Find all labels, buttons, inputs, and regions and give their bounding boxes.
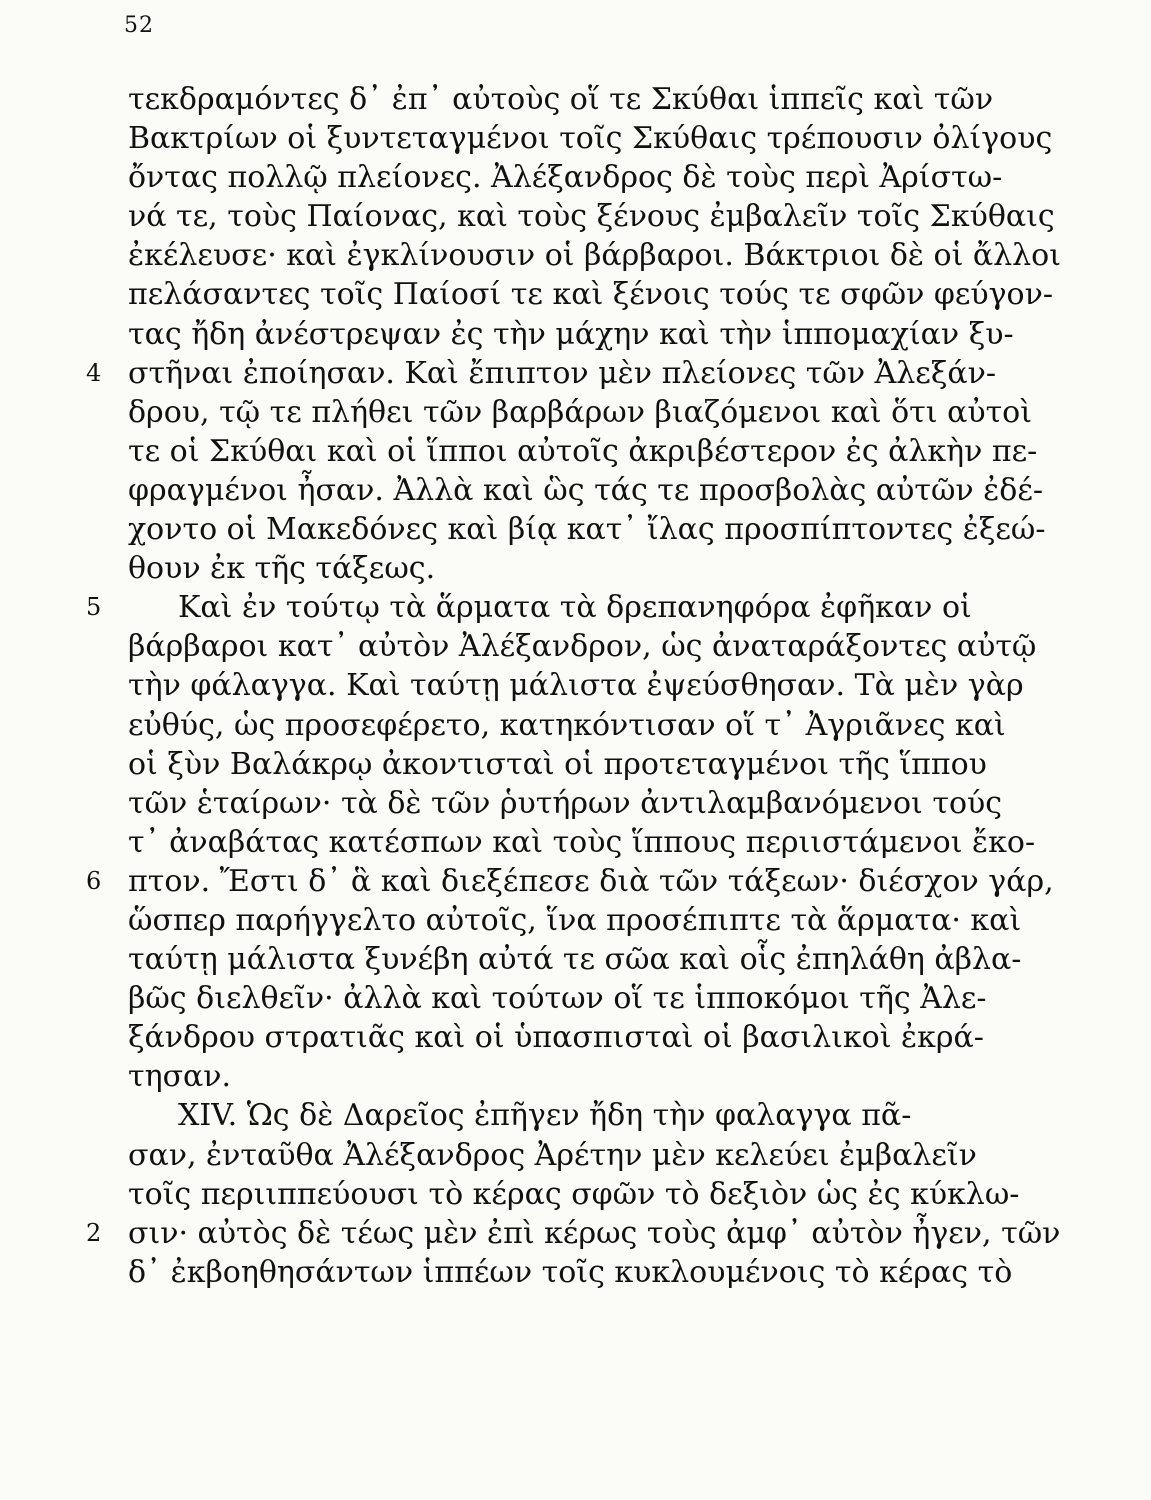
- text-line: [128, 549, 1066, 588]
- line-text: νά τε, τοὺς Παίονας, καὶ τοὺς ξένους ἐμβαλεῖν τοῖς Σκύθαις: [128, 199, 1055, 235]
- text-line: [128, 901, 1066, 940]
- section-number: 6: [86, 866, 102, 895]
- line-text: σιν· αὐτὸς δὲ τέως μὲν ἐπὶ κέρως τοὺς ἀμφ᾽ αὐτὸν ἦγεν, τῶν: [128, 1215, 1061, 1251]
- text-line: [128, 432, 1066, 471]
- line-text: τησαν.: [128, 1059, 232, 1095]
- line-text: στῆναι ἐποίησαν. Καὶ ἔπιπτον μὲν πλείονες τῶν Ἀλεξάν-: [128, 355, 996, 391]
- text-line: [86, 862, 1066, 901]
- line-text: ὥσπερ παρήγγελτο αὐτοῖς, ἵνα προσέπιπτε τὰ ἅρματα· καὶ: [128, 902, 1022, 938]
- text-line: [128, 784, 1066, 823]
- text-line: [128, 745, 1066, 784]
- line-text: οἱ ξὺν Βαλάκρῳ ἀκοντισταὶ οἱ προτεταγμένοι τῆς ἵππου: [128, 746, 987, 782]
- text-line: [128, 1175, 1066, 1214]
- line-text: ὄντας πολλῷ πλείονες. Ἀλέξανδρος δὲ τοὺς περὶ Ἀρίστω-: [128, 160, 1003, 196]
- line-text: τὴν φάλαγγα. Καὶ ταύτῃ μάλιστα ἐψεύσθησαν. Τὰ μὲν γὰρ: [128, 668, 1024, 704]
- text-line: [128, 158, 1066, 197]
- line-text: πελάσαντες τοῖς Παίοσί τε καὶ ξένοις τούς τε σφῶν φεύγον-: [128, 277, 1053, 313]
- text-line: [128, 119, 1066, 158]
- text-line: [128, 510, 1066, 549]
- line-text: φραγμένοι ἦσαν. Ἀλλὰ καὶ ὣς τάς τε προσβολὰς αὐτῶν ἐδέ-: [128, 472, 1044, 508]
- text-line: [128, 706, 1066, 745]
- text-line: [128, 197, 1066, 236]
- line-text: τε οἱ Σκύθαι καὶ οἱ ἵπποι αὐτοῖς ἀκριβέστερον ἐς ἀλκὴν πε-: [128, 433, 1038, 469]
- section-number: 5: [86, 593, 102, 622]
- text-line: [128, 471, 1066, 510]
- line-text: πτον. Ἔστι δ᾽ ἃ καὶ διεξέπεσε διὰ τῶν τάξεων· διέσχον γάρ,: [128, 863, 1054, 899]
- line-text: τῶν ἑταίρων· τὰ δὲ τῶν ῥυτήρων ἀντιλαμβανόμενοι τούς: [128, 785, 1003, 821]
- line-text: Καὶ ἐν τούτῳ τὰ ἅρματα τὰ δρεπανηφόρα ἐφῆκαν οἱ: [178, 590, 972, 626]
- text-line: [128, 1018, 1066, 1057]
- line-text: XIV. Ὡς δὲ Δαρεῖος ἐπῆγεν ἤδη τὴν φαλαγγα πᾶ-: [178, 1098, 912, 1134]
- greek-text-block: [86, 80, 1066, 1292]
- line-text: δρου, τῷ τε πλήθει τῶν βαρβάρων βιαζόμενοι καὶ ὅτι αὐτοὶ: [128, 394, 1032, 430]
- text-line: [128, 1136, 1066, 1175]
- section-number: 2: [86, 1218, 102, 1247]
- section-number: 4: [86, 358, 102, 387]
- text-line: [128, 80, 1066, 119]
- text-line: [128, 823, 1066, 862]
- text-line: [128, 940, 1066, 979]
- text-line: [128, 275, 1066, 314]
- line-text: σαν, ἐνταῦθα Ἀλέξανδρος Ἀρέτην μὲν κελεύει ἐμβαλεῖν: [128, 1137, 977, 1173]
- page-number: 52: [124, 13, 154, 38]
- line-text: ταύτῃ μάλιστα ξυνέβη αὐτά τε σῶα καὶ οἷς ἐπηλάθη ἀβλα-: [128, 942, 1022, 978]
- line-text: ξάνδρου στρατιᾶς καὶ οἱ ὑπασπισταὶ οἱ βασιλικοὶ ἐκρά-: [128, 1020, 984, 1056]
- text-line: [128, 666, 1066, 705]
- text-line: [128, 393, 1066, 432]
- text-line: [128, 236, 1066, 275]
- line-text: Βακτρίων οἱ ξυντεταγμένοι τοῖς Σκύθαις τρέπουσιν ὀλίγους: [128, 121, 1053, 157]
- line-text: τ᾽ ἀναβάτας κατέσπων καὶ τοὺς ἵππους περιιστάμενοι ἔκο-: [128, 824, 1036, 860]
- text-line: [128, 1096, 1066, 1135]
- text-line: [86, 1214, 1066, 1253]
- line-text: τοῖς περιιππεύουσι τὸ κέρας σφῶν τὸ δεξιὸν ὡς ἐς κύκλω-: [128, 1176, 1020, 1212]
- text-line: [128, 1057, 1066, 1096]
- line-text: βῶς διελθεῖν· ἀλλὰ καὶ τούτων οἵ τε ἱπποκόμοι τῆς Ἀλε-: [128, 981, 987, 1017]
- line-text: εὐθύς, ὡς προσεφέρετο, κατηκόντισαν οἵ τ᾽ Ἀγριᾶνες καὶ: [128, 707, 1006, 743]
- line-text: τας ἤδη ἀνέστρεψαν ἐς τὴν μάχην καὶ τὴν ἱππομαχίαν ξυ-: [128, 316, 1014, 352]
- text-line: [128, 1253, 1066, 1292]
- line-text: ἐκέλευσε· καὶ ἐγκλίνουσιν οἱ βάρβαροι. Βάκτριοι δὲ οἱ ἄλλοι: [128, 238, 1062, 274]
- text-line: [128, 315, 1066, 354]
- line-text: τεκδραμόντες δ᾽ ἐπ᾽ αὐτοὺς οἵ τε Σκύθαι ἱππεῖς καὶ τῶν: [128, 82, 994, 117]
- text-line: [128, 627, 1066, 666]
- line-text: δ᾽ ἐκβοηθησάντων ἱππέων τοῖς κυκλουμένοις τὸ κέρας τὸ: [128, 1254, 1013, 1290]
- line-text: βάρβαροι κατ᾽ αὐτὸν Ἀλέξανδρον, ὡς ἀναταράξοντες αὐτῷ: [128, 629, 1037, 665]
- line-text: θουν ἐκ τῆς τάξεως.: [128, 551, 436, 587]
- text-line: [86, 354, 1066, 393]
- text-line: [86, 588, 1066, 627]
- text-line: [128, 979, 1066, 1018]
- line-text: χοντο οἱ Μακεδόνες καὶ βίᾳ κατ᾽ ἴλας προσπίπτοντες ἐξεώ-: [128, 512, 1046, 548]
